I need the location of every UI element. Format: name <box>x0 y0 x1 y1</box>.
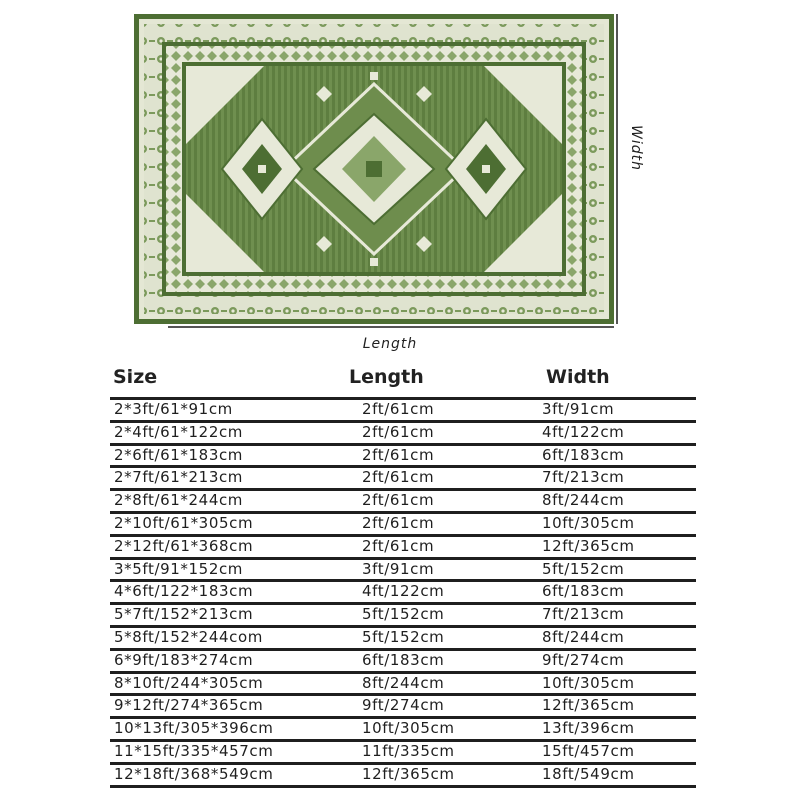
cell-size: 2*12ft/61*368cm <box>114 536 254 555</box>
cell-length: 6ft/183cm <box>362 650 445 669</box>
length-dimension-line <box>168 326 614 328</box>
cell-size: 2*3ft/61*91cm <box>114 400 233 418</box>
cell-length: 8ft/244cm <box>362 673 445 692</box>
cell-size: 6*9ft/183*274cm <box>114 650 254 669</box>
cell-length: 5ft/152cm <box>362 605 445 624</box>
cell-width: 13ft/396cm <box>542 719 635 738</box>
cell-length: 2ft/61cm <box>362 445 435 464</box>
cell-width: 4ft/122cm <box>542 422 625 441</box>
header-size: Size <box>113 366 158 388</box>
cell-length: 2ft/61cm <box>362 514 435 532</box>
width-dimension-line <box>616 14 618 324</box>
cell-width: 5ft/152cm <box>542 559 625 578</box>
header-length: Length <box>349 366 424 388</box>
cell-length: 10ft/305cm <box>362 719 455 738</box>
cell-width: 9ft/274cm <box>542 650 625 669</box>
cell-size: 5*7ft/152*213cm <box>114 605 254 624</box>
cell-width: 8ft/244cm <box>542 491 625 510</box>
cell-size: 3*5ft/91*152cm <box>114 559 244 578</box>
cell-width: 12ft/365cm <box>542 536 635 555</box>
cell-length: 4ft/122cm <box>362 582 445 601</box>
cell-size: 4*6ft/122*183cm <box>114 582 254 601</box>
cell-width: 8ft/244cm <box>542 628 625 646</box>
cell-length: 12ft/365cm <box>362 764 455 783</box>
cell-width: 12ft/365cm <box>542 696 635 715</box>
cell-width: 10ft/305cm <box>542 673 635 692</box>
table-rule <box>110 785 696 788</box>
width-label: Width <box>628 125 644 171</box>
cell-size: 10*13ft/305*396cm <box>114 719 274 738</box>
cell-size: 2*8ft/61*244cm <box>114 491 244 510</box>
cell-size: 11*15ft/335*457cm <box>114 742 274 760</box>
cell-length: 11ft/335cm <box>362 742 455 760</box>
header-width: Width <box>546 366 610 388</box>
cell-size: 8*10ft/244*305cm <box>114 673 264 692</box>
cell-width: 10ft/305cm <box>542 514 635 532</box>
length-label: Length <box>362 336 418 352</box>
cell-length: 2ft/61cm <box>362 422 435 441</box>
cell-width: 7ft/213cm <box>542 468 625 487</box>
cell-size: 2*7ft/61*213cm <box>114 468 244 487</box>
cell-width: 3ft/91cm <box>542 400 615 418</box>
cell-length: 5ft/152cm <box>362 628 445 646</box>
cell-length: 3ft/91cm <box>362 559 435 578</box>
cell-size: 2*4ft/61*122cm <box>114 422 244 441</box>
cell-size: 9*12ft/274*365cm <box>114 696 264 715</box>
cell-width: 6ft/183cm <box>542 582 625 601</box>
cell-length: 9ft/274cm <box>362 696 445 715</box>
cell-size: 2*6ft/61*183cm <box>114 445 244 464</box>
cell-width: 18ft/549cm <box>542 764 635 783</box>
rug-image <box>134 14 614 324</box>
cell-width: 7ft/213cm <box>542 605 625 624</box>
cell-width: 15ft/457cm <box>542 742 635 760</box>
cell-size: 2*10ft/61*305cm <box>114 514 254 532</box>
cell-length: 2ft/61cm <box>362 491 435 510</box>
cell-width: 6ft/183cm <box>542 445 625 464</box>
cell-size: 12*18ft/368*549cm <box>114 764 274 783</box>
cell-length: 2ft/61cm <box>362 536 435 555</box>
cell-length: 2ft/61cm <box>362 468 435 487</box>
cell-size: 5*8ft/152*244com <box>114 628 263 646</box>
cell-length: 2ft/61cm <box>362 400 435 418</box>
